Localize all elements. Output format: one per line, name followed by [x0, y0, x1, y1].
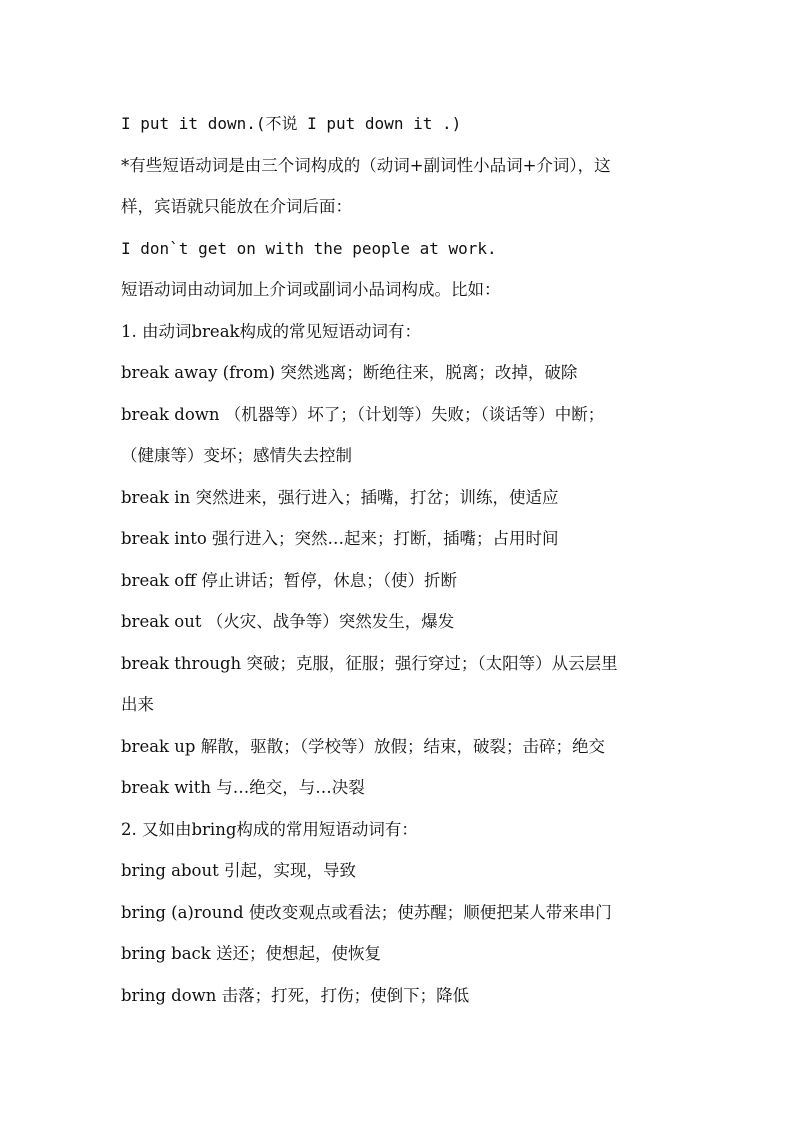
entry-break-through: break through 突破；克服，征服；强行穿过；（太阳等）从云层里: [121, 653, 618, 673]
phrasal-verb-definition: 短语动词由动词加上介词或副词小品词构成。比如：: [121, 280, 501, 299]
entry-bring-about: bring about 引起，实现，导致: [121, 861, 356, 880]
entry-break-into: break into 强行进入；突然…起来；打断，插嘴；占用时间: [121, 529, 559, 548]
entry-break-down: break down （机器等）坏了；（计划等）失败；（谈话等）中断；: [121, 404, 605, 424]
document-body: [121, 103, 681, 1016]
entry-bring-back: bring back 送还；使想起，使恢复: [121, 944, 382, 963]
entry-break-in: break in 突然进来，强行进入；插嘴，打岔；训练，使适应: [121, 487, 559, 507]
entry-break-down-continued: （健康等）变坏；感情失去控制: [121, 446, 352, 465]
entry-break-out: break out （火灾、战争等）突然发生，爆发: [121, 612, 455, 631]
section-heading-bring: 2. 又如由bring构成的常用短语动词有：: [121, 819, 418, 839]
entry-break-away: break away (from) 突然逃离；断绝往来，脱离；改掉，破除: [121, 363, 578, 382]
entry-bring-around: bring (a)round 使改变观点或看法；使苏醒；顺便把某人带来串门: [121, 902, 612, 922]
example-sentence-get-on-with: I don`t get on with the people at work.: [121, 238, 497, 258]
section-heading-break: 1. 由动词break构成的常见短语动词有：: [121, 321, 422, 341]
entry-break-through-continued: 出来: [121, 695, 154, 714]
entry-break-off: break off 停止讲话；暂停，休息；（使）折断: [121, 570, 457, 590]
note-three-word-phrasal-verbs-continued: 样，宾语就只能放在介词后面：: [121, 197, 352, 216]
example-sentence-put-it-down: I put it down.(不说 I put down it .): [121, 114, 462, 133]
entry-bring-down: bring down 击落；打死，打伤；使倒下；降低: [121, 985, 470, 1005]
note-three-word-phrasal-verbs: *有些短语动词是由三个词构成的（动词+副词性小品词+介词），这: [121, 155, 611, 175]
entry-break-up: break up 解散，驱散；（学校等）放假；结束，破裂；击碎；绝交: [121, 736, 605, 756]
entry-break-with: break with 与…绝交，与…决裂: [121, 778, 365, 797]
